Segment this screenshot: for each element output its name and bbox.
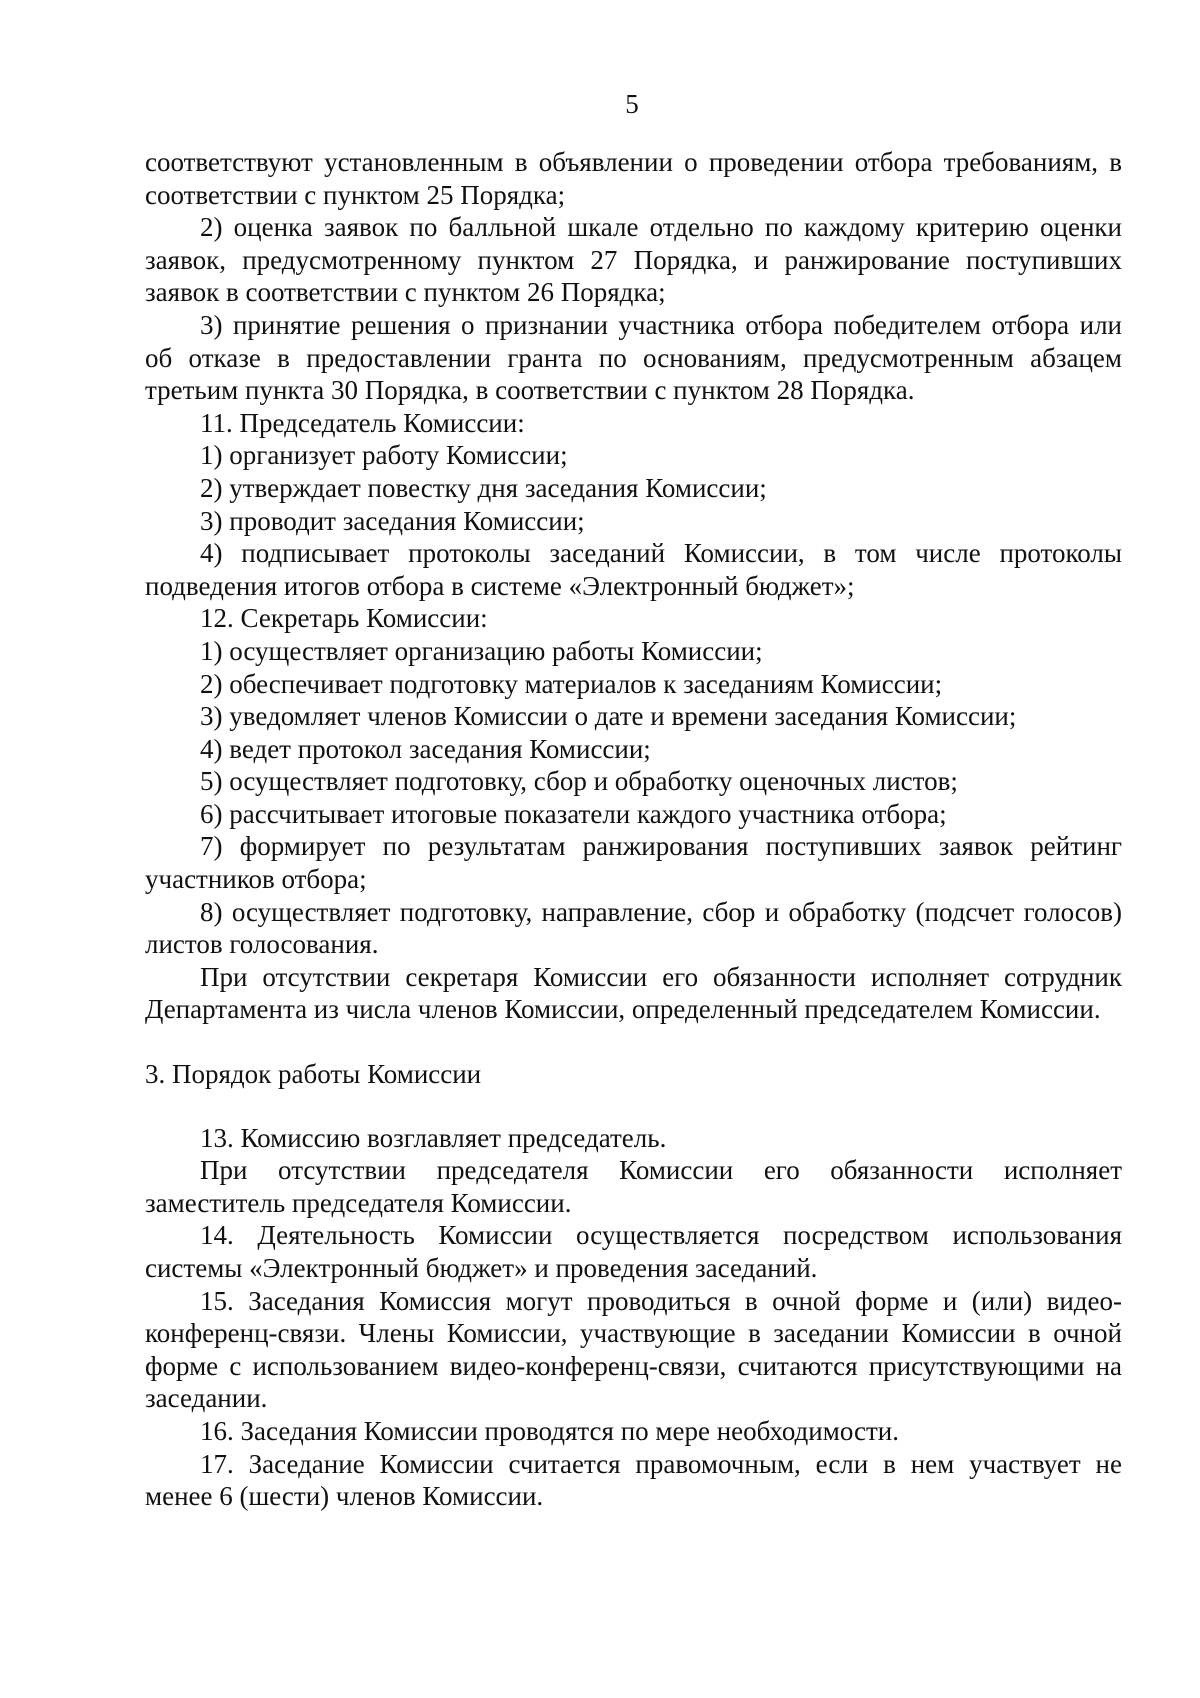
paragraphs-before-heading (145, 146, 1122, 1026)
page-number: 5 (625, 89, 639, 119)
document-body (145, 146, 1122, 1513)
paragraph: При отсутствии секретаря Комиссии его обязанности исполняет сотрудник Департамента из числа членов Комиссии, определенный председателем Комиссии. (145, 961, 1122, 1025)
paragraph: 14. Деятельность Комиссии осуществляется посредством использования системы «Электронный бюджет» и проведения заседаний. (145, 1220, 1122, 1283)
paragraph: 1) осуществляет организацию работы Комиссии; (200, 635, 763, 666)
paragraph: 3) проводит заседания Комиссии; (200, 505, 585, 536)
paragraph: При отсутствии председателя Комиссии его обязанности исполняет заместитель председателя Комиссии. (145, 1155, 1122, 1218)
paragraph: 7) формирует по результатам ранжирования поступивших заявок рейтинг участников отбора; (145, 831, 1122, 895)
paragraph: 2) обеспечивает подготовку материалов к заседаниям Комиссии; (200, 668, 943, 699)
paragraph: 17. Заседание Комиссии считается правомочным, если в нем участвует не менее 6 (шести) членов Комиссии. (145, 1448, 1122, 1512)
paragraph: 16. Заседания Комиссии проводятся по мере необходимости. (200, 1415, 899, 1446)
paragraph: 15. Заседания Комиссия могут проводиться в очной форме и (или) видео-конференц-связи. Члены Комиссии, участвующие в заседании Комиссии в очной форме с использованием видео-конференц-связи, считаются присутствующими на заседании. (145, 1285, 1122, 1414)
paragraph: 5) осуществляет подготовку, сбор и обработку оценочных листов; (200, 766, 958, 797)
section-heading: 3. Порядок работы Комиссии (145, 1059, 482, 1090)
paragraph: 8) осуществляет подготовку, направление, сбор и обработку (подсчет голосов) листов голосования. (145, 896, 1122, 960)
paragraph: 12. Секретарь Комиссии: (200, 603, 488, 634)
paragraph: 2) утверждает повестку дня заседания Комиссии; (200, 472, 767, 503)
paragraph: 3) принятие решения о признании участника отбора победителем отбора или об отказе в предоставлении гранта по основаниям, предусмотренным абзацем третьим пункта 30 Порядка, в соответствии с пунктом 28 Порядка. (145, 309, 1122, 406)
paragraph: 4) ведет протокол заседания Комиссии; (200, 733, 651, 764)
paragraph: 6) рассчитывает итоговые показатели каждого участника отбора; (200, 798, 947, 829)
paragraph: 1) организует работу Комиссии; (200, 440, 568, 471)
paragraph: соответствуют установленным в объявлении о проведении отбора требованиям, в соответствии с пунктом 25 Порядка; (145, 147, 1122, 210)
paragraphs-after-heading (145, 1122, 1122, 1513)
paragraph: 11. Председатель Комиссии: (200, 407, 525, 438)
paragraph: 4) подписывает протоколы заседаний Комиссии, в том числе протоколы подведения итогов отбора в системе «Электронный бюджет»; (145, 538, 1122, 601)
paragraph: 2) оценка заявок по балльной шкале отдельно по каждому критерию оценки заявок, предусмотренному пунктом 27 Порядка, и ранжирование поступивших заявок в соответствии с пунктом 26 Порядка; (145, 212, 1122, 308)
paragraph: 3) уведомляет членов Комиссии о дате и времени заседания Комиссии; (200, 701, 1017, 732)
paragraph: 13. Комиссию возглавляет председатель. (200, 1122, 667, 1153)
